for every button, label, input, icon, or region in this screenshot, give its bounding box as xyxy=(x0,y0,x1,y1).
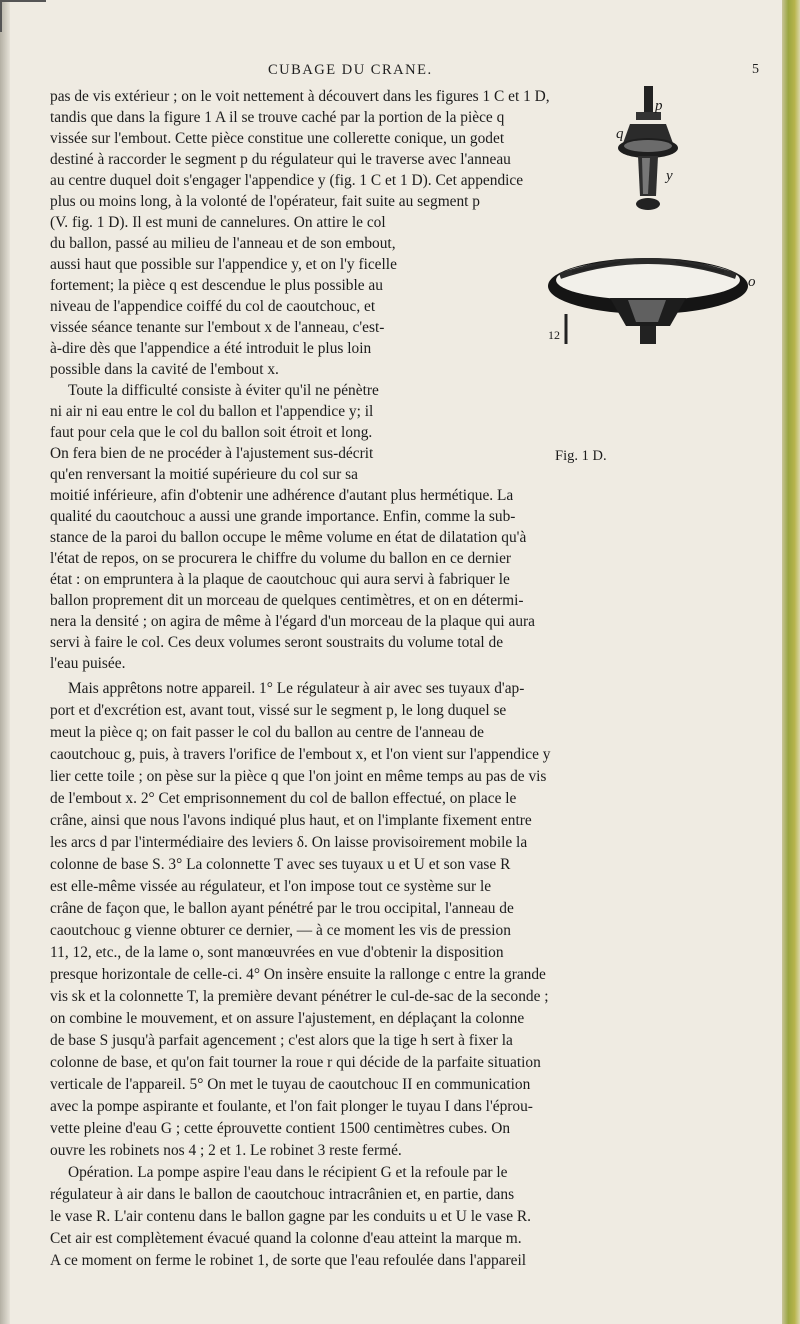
figure-cone-highlight xyxy=(624,140,672,152)
text-line: au centre duquel doit s'engager l'appendice y (fig. 1 C et 1 D). Cet appendice xyxy=(50,172,524,189)
figure-appendix-tip xyxy=(636,198,660,210)
regulator-illustration xyxy=(460,86,760,466)
figure-screw xyxy=(640,326,656,344)
text-line: on combine le mouvement, et on assure l'ajustement, en déplaçant la colonne xyxy=(50,1010,525,1027)
text-line: vissée sur l'embout. Cette pièce constitue une collerette conique, un godet xyxy=(50,130,505,147)
text-line: ni air ni eau entre le col du ballon et l'appendice y; il xyxy=(50,403,374,420)
text-line: vette pleine d'eau G ; cette éprouvette contient 1500 centimètres cubes. On xyxy=(50,1120,511,1137)
text-line: caoutchouc g vienne obturer ce dernier, — à ce moment les vis de pression xyxy=(50,922,511,939)
text-line: de l'embout x. 2° Cet emprisonnement du col de ballon effectué, on place le xyxy=(50,790,517,807)
text-line: Opération. La pompe aspire l'eau dans le récipient G et la refoule par le xyxy=(68,1164,508,1181)
figure-label: q xyxy=(616,126,624,142)
text-line: qu'en renversant la moitié supérieure du col sur sa xyxy=(50,466,358,483)
text-line: Cet air est complètement évacué quand la colonne d'eau atteint la marque m. xyxy=(50,1230,522,1247)
text-line: de base S jusqu'à parfait agencement ; c'est alors que la tige h sert à fixer la xyxy=(50,1032,513,1049)
text-line: (V. fig. 1 D). Il est muni de cannelures. On attire le col xyxy=(50,214,386,231)
text-line: faut pour cela que le col du ballon soit étroit et long. xyxy=(50,424,373,441)
text-line: possible dans la cavité de l'embout x. xyxy=(50,361,279,378)
text-line: moitié inférieure, afin d'obtenir une adhérence d'autant plus hermétique. La xyxy=(50,487,514,504)
text-line: stance de la paroi du ballon occupe le même volume en état de dilatation qu'à xyxy=(50,529,527,546)
text-line: plus ou moins long, à la volonté de l'opérateur, fait suite au segment p xyxy=(50,193,481,210)
text-line: On fera bien de ne procéder à l'ajustement sus-décrit xyxy=(50,445,374,462)
text-line: port et d'excrétion est, avant tout, vissé sur le segment p, le long duquel se xyxy=(50,702,507,719)
text-line: état : on empruntera à la plaque de caoutchouc qui aura servi à fabriquer le xyxy=(50,571,510,588)
text-line: colonne de base S. 3° La colonnette T avec ses tuyaux u et U et son vase R xyxy=(50,856,511,873)
text-line: A ce moment on ferme le robinet 1, de sorte que l'eau refoulée dans l'appareil xyxy=(50,1252,527,1269)
text-line: servi à faire le col. Ces deux volumes seront soustraits du volume total de xyxy=(50,634,504,651)
figure-caption: Fig. 1 D. xyxy=(555,448,607,464)
text-line: 11, 12, etc., de la lame o, sont manœuvrées en vue d'obtenir la disposition xyxy=(50,944,504,961)
text-line: régulateur à air dans le ballon de caoutchouc intracrânien et, en partie, dans xyxy=(50,1186,515,1203)
text-line: vis sk et la colonnette T, la première devant pénétrer le cul-de-sac de la seconde ; xyxy=(50,988,549,1005)
text-line: pas de vis extérieur ; on le voit nettement à découvert dans les figures 1 C et 1 D, xyxy=(50,88,550,105)
text-line: crâne, ainsi que nous l'avons indiqué plus haut, et on l'implante fixement entre xyxy=(50,812,532,829)
text-line: crâne de façon que, le ballon ayant pénétré par le trou occipital, l'anneau de xyxy=(50,900,514,917)
figure-label: 12 xyxy=(548,328,560,342)
text-line: niveau de l'appendice coiffé du col de caoutchouc, et xyxy=(50,298,376,315)
text-line: ballon proprement dit un morceau de quelques centimètres, et on en détermi- xyxy=(50,592,524,609)
text-line: destiné à raccorder le segment p du régulateur qui le traverse avec l'anneau xyxy=(50,151,511,168)
text-line: vissée séance tenante sur l'embout x de l'anneau, c'est- xyxy=(50,319,385,336)
text-line: avec la pompe aspirante et foulante, et l'on fait plonger le tuyau I dans l'éprou- xyxy=(50,1098,533,1115)
figure-stem-top xyxy=(644,86,653,116)
text-line: l'eau puisée. xyxy=(50,655,126,672)
text-line: les arcs d par l'intermédiaire des leviers δ. On laisse provisoirement mobile la xyxy=(50,834,528,851)
text-line: Toute la difficulté consiste à éviter qu'il ne pénètre xyxy=(68,382,379,399)
text-line: presque horizontale de celle-ci. 4° On insère ensuite la rallonge c entre la grande xyxy=(50,966,546,983)
text-line: verticale de l'appareil. 5° On met le tuyau de caoutchouc II en communication xyxy=(50,1076,531,1093)
text-line: meut la pièce q; on fait passer le col du ballon au centre de l'anneau de xyxy=(50,724,484,741)
text-line: colonne de base, et qu'on fait tourner la roue r qui décide de la parfaite situation xyxy=(50,1054,541,1071)
text-line: aussi haut que possible sur l'appendice y, et on l'y ficelle xyxy=(50,256,397,273)
figure-label: p xyxy=(655,98,663,114)
page-number: 5 xyxy=(752,62,759,77)
text-line: lier cette toile ; on pèse sur la pièce q que l'on joint en même temps au pas de vis xyxy=(50,768,547,785)
text-line: qualité du caoutchouc a aussi une grande importance. Enfin, comme la sub- xyxy=(50,508,516,525)
text-line: tandis que dans la figure 1 A il se trouve caché par la portion de la pièce q xyxy=(50,109,505,126)
text-line: fortement; la pièce q est descendue le plus possible au xyxy=(50,277,383,294)
text-line: à-dire dès que l'appendice a été introduit le plus loin xyxy=(50,340,372,357)
figure-label: o xyxy=(748,274,756,290)
running-head: CUBAGE DU CRANE. xyxy=(268,62,433,78)
text-line: le vase R. L'air contenu dans le ballon gagne par les conduits u et U le vase R. xyxy=(50,1208,532,1225)
text-line: caoutchouc g, puis, à travers l'orifice de l'embout x, et l'on vient sur l'appendice y xyxy=(50,746,551,763)
text-line: nera la densité ; on agira de même à l'égard d'un morceau de la plaque qui aura xyxy=(50,613,536,630)
text-line: du ballon, passé au milieu de l'anneau et de son embout, xyxy=(50,235,396,252)
text-line: ouvre les robinets nos 4 ; 2 et 1. Le robinet 3 reste fermé. xyxy=(50,1142,402,1159)
text-line: est elle-même vissée au régulateur, et l'on impose tout ce système sur le xyxy=(50,878,492,895)
figure-label: y xyxy=(666,168,673,184)
text-line: Mais apprêtons notre appareil. 1° Le régulateur à air avec ses tuyaux d'ap- xyxy=(68,680,525,697)
figure-1d xyxy=(460,86,760,466)
text-line: l'état de repos, on se procurera le chiffre du volume du ballon en ce dernier xyxy=(50,550,512,567)
